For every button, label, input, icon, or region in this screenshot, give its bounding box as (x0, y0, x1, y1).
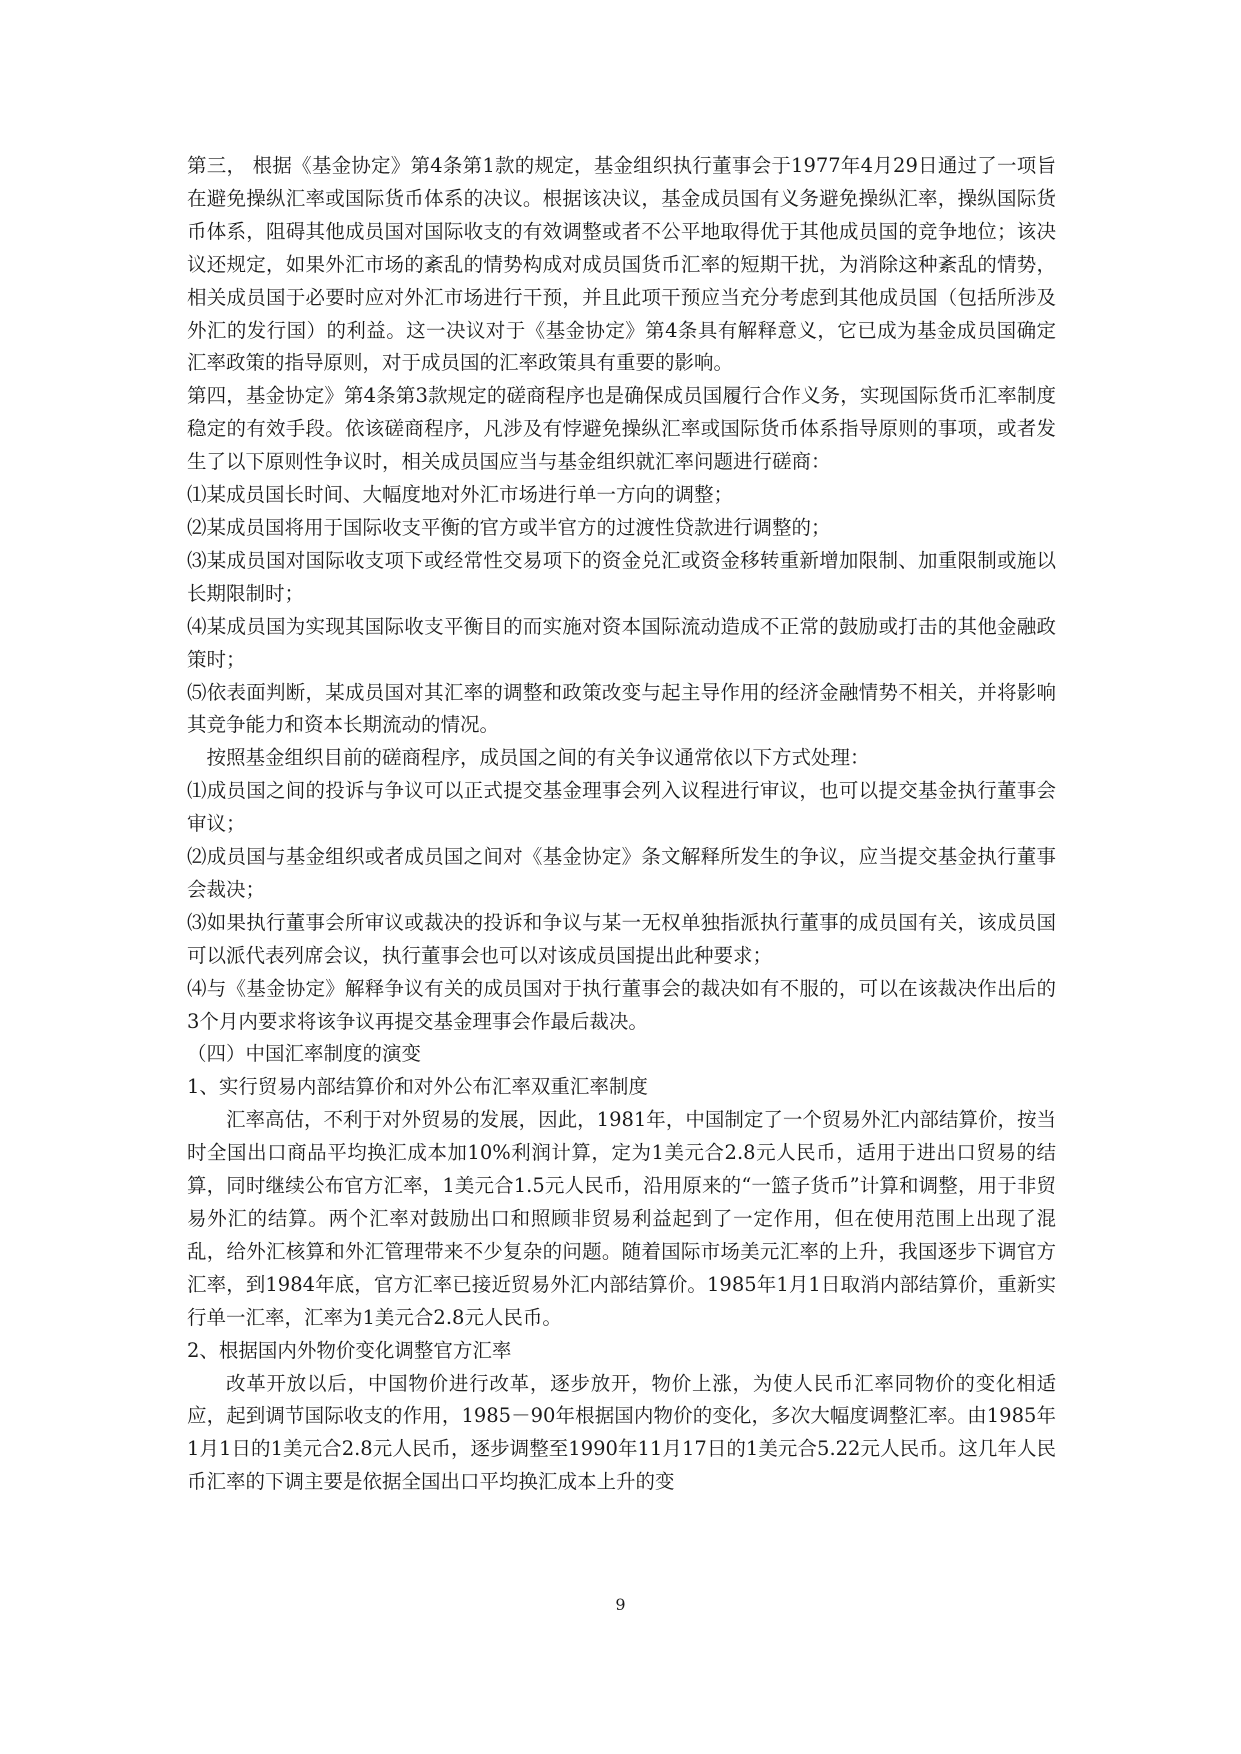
list-item-dispute-2: ⑵成员国与基金组织或者成员国之间对《基金协定》条文解释所发生的争议，应当提交基金执行董事会裁决； (187, 845, 1056, 901)
subsection-heading-2: 2、根据国内外物价变化调整官方汇率 (187, 1338, 512, 1362)
section-heading: （四）中国汇率制度的演变 (187, 1042, 422, 1066)
list-item-consultation-4: ⑷某成员国为实现其国际收支平衡目的而实施对资本国际流动造成不正常的鼓励或打击的其他金融政策时； (187, 614, 1056, 671)
paragraph-price-adjustment: 改革开放以后，中国物价进行改革，逐步放开，物价上涨，为使人民币汇率同物价的变化相适应，起到调节国际收支的作用，1985－90年根据国内物价的变化，多次大幅度调整汇率。由1985年1月1日的1美元合2.8元人民币，逐步调整至1990年11月17日的1美元合5.22元人民币。这几年人民币汇率的下调主要是依据全国出口平均换汇成本上升的变 (187, 1371, 1056, 1494)
subsection-heading-1: 1、实行贸易内部结算价和对外公布汇率双重汇率制度 (187, 1075, 648, 1099)
body-text (187, 150, 1056, 1499)
paragraph-dual-rate: 汇率高估，不利于对外贸易的发展，因此，1981年，中国制定了一个贸易外汇内部结算价，按当时全国出口商品平均换汇成本加10%利润计算，定为1美元合2.8元人民币，适用于进出口贸易的结算，同时继续公布官方汇率，1美元合1.5元人民币，沿用原来的“一篮子货币”计算和调整，用于非贸易外汇的结算。两个汇率对鼓励出口和照顾非贸易利益起到了一定作用，但在使用范围上出现了混乱，给外汇核算和外汇管理带来不少复杂的问题。随着国际市场美元汇率的上升，我国逐步下调官方汇率，到1984年底，官方汇率已接近贸易外汇内部结算价。1985年1月1日取消内部结算价，重新实行单一汇率，汇率为1美元合2.8元人民币。 (187, 1108, 1056, 1329)
list-item-consultation-5: ⑸依表面判断，某成员国对其汇率的调整和政策改变与起主导作用的经济金融情势不相关，并将影响其竞争能力和资本长期流动的情况。 (187, 680, 1056, 737)
list-item-consultation-3: ⑶某成员国对国际收支项下或经常性交易项下的资金兑汇或资金移转重新增加限制、加重限制或施以长期限制时； (187, 548, 1056, 605)
list-item-dispute-3: ⑶如果执行董事会所审议或裁决的投诉和争议与某一无权单独指派执行董事的成员国有关，该成员国可以派代表列席会议，执行董事会也可以对该成员国提出此种要求； (187, 910, 1056, 967)
list-item-consultation-2: ⑵某成员国将用于国际收支平衡的官方或半官方的过渡性贷款进行调整的； (187, 515, 831, 539)
paragraph-dispute-intro: 按照基金组织目前的磋商程序，成员国之间的有关争议通常依以下方式处理： (206, 746, 870, 770)
paragraph-third-point: 第三， 根据《基金协定》第4条第1款的规定，基金组织执行董事会于1977年4月29日通过了一项旨在避免操纵汇率或国际货币体系的决议。根据该决议，基金成员国有义务避免操纵汇率，操纵国际货币体系，阻碍其他成员国对国际收支的有效调整或者不公平地取得优于其他成员国的竞争地位；该决议还规定，如果外汇市场的紊乱的情势构成对成员国货币汇率的短期干扰，为消除这种紊乱的情势，相关成员国于必要时应对外汇市场进行干预，并且此项干预应当充分考虑到其他成员国（包括所涉及外汇的发行国）的利益。这一决议对于《基金协定》第4条具有解释意义，它已成为基金成员国确定汇率政策的指导原则，对于成员国的汇率政策具有重要的影响。 (187, 154, 1056, 375)
list-item-dispute-4: ⑷与《基金协定》解释争议有关的成员国对于执行董事会的裁决如有不服的，可以在该裁决作出后的3个月内要求将该争议再提交基金理事会作最后裁决。 (187, 976, 1056, 1033)
list-item-consultation-1: ⑴某成员国长时间、大幅度地对外汇市场进行单一方向的调整； (187, 483, 734, 507)
page-number: 9 (615, 1595, 626, 1614)
list-item-dispute-1: ⑴成员国之间的投诉与争议可以正式提交基金理事会列入议程进行审议，也可以提交基金执行董事会审议； (187, 779, 1056, 836)
paragraph-fourth-point: 第四，基金协定》第4条第3款规定的磋商程序也是确保成员国履行合作义务，实现国际货币汇率制度稳定的有效手段。依该磋商程序，凡涉及有悖避免操纵汇率或国际货币体系指导原则的事项，或者发生了以下原则性争议时，相关成员国应当与基金组织就汇率问题进行磋商： (187, 384, 1056, 474)
